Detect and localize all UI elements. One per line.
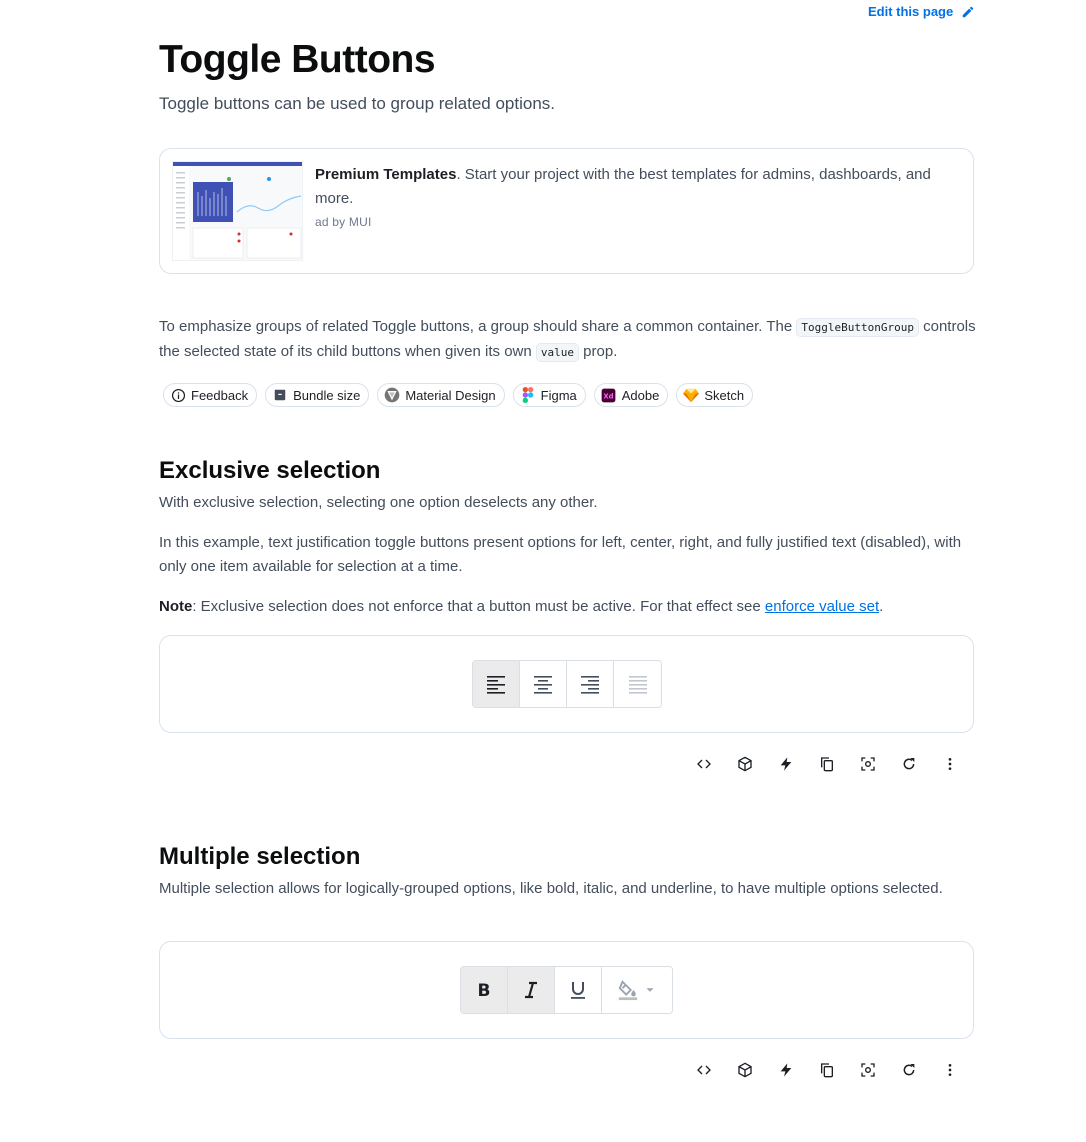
codesandbox-button[interactable] <box>729 748 761 780</box>
ad-thumbnail-image <box>172 161 303 261</box>
align-right-icon <box>580 674 600 694</box>
resource-chips <box>163 383 753 407</box>
reset-demo-button[interactable] <box>893 748 925 780</box>
align-right-button[interactable] <box>567 661 614 707</box>
chip-label: Feedback <box>191 387 249 403</box>
arrow-drop-down-icon <box>643 983 657 997</box>
stackblitz-icon <box>778 756 794 772</box>
bold-button[interactable] <box>461 967 508 1013</box>
underline-button[interactable] <box>555 967 602 1013</box>
reset-focus-button[interactable] <box>852 748 884 780</box>
stackblitz-button[interactable] <box>770 748 802 780</box>
exclusive-example-description: In this example, text justification toggle buttons present options for left, center, right, and fully justified text (disabled), with only one item available for selection at a time. <box>159 534 962 575</box>
code-icon <box>696 756 712 772</box>
text-alignment-toggle-group <box>472 660 662 708</box>
package-icon <box>272 387 288 403</box>
exclusive-demo-toolbar <box>688 748 966 780</box>
chip-material-design[interactable] <box>377 383 504 407</box>
copy-icon <box>819 1062 835 1078</box>
codesandbox-icon <box>737 1062 753 1078</box>
codesandbox-button[interactable] <box>729 1054 761 1086</box>
underline-icon <box>569 980 587 1000</box>
focus-icon <box>860 1062 876 1078</box>
ad-banner[interactable] <box>159 148 974 274</box>
material-design-icon <box>384 387 400 403</box>
chip-label: Figma <box>540 387 577 403</box>
adobe-xd-icon <box>601 387 617 403</box>
chip-figma[interactable] <box>513 383 586 407</box>
focus-icon <box>860 756 876 772</box>
chip-label: Adobe <box>621 387 660 403</box>
chip-sketch[interactable] <box>676 383 753 407</box>
chip-label: Material Design <box>405 387 496 403</box>
svg-text:B: B <box>477 981 491 999</box>
enforce-value-set-link[interactable]: enforce value set <box>764 598 880 615</box>
exclusive-demo-container <box>159 635 974 733</box>
note-end: . <box>879 598 884 615</box>
intro-text-1: To emphasize groups of related Toggle buttons, a group should share a common container. The <box>159 318 797 335</box>
more-icon <box>942 756 958 772</box>
code-value: value <box>536 343 579 362</box>
ad-attribution: ad by MUI <box>315 215 372 229</box>
align-left-button[interactable] <box>473 661 520 707</box>
bold-icon <box>475 981 493 999</box>
edit-page-label: Edit this page <box>868 4 954 19</box>
reset-demo-button[interactable] <box>893 1054 925 1086</box>
intro-text-2: controls the selected state of its child buttons when given its own <box>159 318 976 360</box>
show-code-button[interactable] <box>688 748 720 780</box>
reset-icon <box>901 756 917 772</box>
note-label: Note <box>159 598 193 615</box>
more-options-button[interactable] <box>934 748 966 780</box>
exclusive-selection-heading: Exclusive selection <box>159 457 381 484</box>
code-icon <box>696 1062 712 1078</box>
align-left-icon <box>486 674 506 694</box>
multiple-demo-container <box>159 941 974 1039</box>
color-dropdown-button[interactable] <box>602 967 672 1013</box>
multiple-demo-toolbar <box>688 1054 966 1086</box>
figma-icon <box>520 387 536 403</box>
note-text: : Exclusive selection does not enforce that a button must be active. For that effect see <box>192 598 765 615</box>
show-code-button[interactable] <box>688 1054 720 1086</box>
exclusive-description: With exclusive selection, selecting one option deselects any other. <box>159 494 598 511</box>
italic-icon <box>522 981 540 999</box>
chip-label: Sketch <box>704 387 745 403</box>
stackblitz-icon <box>778 1062 794 1078</box>
info-icon <box>170 387 186 403</box>
chip-adobe[interactable] <box>594 383 669 407</box>
align-justify-button <box>614 661 661 707</box>
align-center-icon <box>533 674 553 694</box>
ad-description: . Start your project with the best templates for admins, dashboards, and more. <box>315 166 931 207</box>
italic-button[interactable] <box>508 967 555 1013</box>
copy-source-button[interactable] <box>811 1054 843 1086</box>
code-togglebuttongroup: ToggleButtonGroup <box>796 318 919 337</box>
multiple-description: Multiple selection allows for logically-grouped options, like bold, italic, and underline, to have multiple options selected. <box>159 880 943 897</box>
page-title: Toggle Buttons <box>159 38 436 81</box>
copy-icon <box>819 756 835 772</box>
format-color-fill-icon <box>617 979 639 1001</box>
edit-page-link[interactable] <box>868 4 975 19</box>
pencil-icon <box>961 5 975 19</box>
multiple-selection-heading: Multiple selection <box>159 843 361 870</box>
chip-label: Bundle size <box>293 387 361 403</box>
intro-paragraph <box>159 315 989 365</box>
page-subtitle: Toggle buttons can be used to group related options. <box>159 94 556 113</box>
stackblitz-button[interactable] <box>770 1054 802 1086</box>
align-justify-icon <box>628 674 648 694</box>
copy-source-button[interactable] <box>811 748 843 780</box>
reset-focus-button[interactable] <box>852 1054 884 1086</box>
chip-bundle-size[interactable] <box>265 383 369 407</box>
more-icon <box>942 1062 958 1078</box>
intro-text-3: prop. <box>579 343 618 360</box>
chip-feedback[interactable] <box>163 383 257 407</box>
codesandbox-icon <box>737 756 753 772</box>
ad-title: Premium Templates <box>315 166 457 183</box>
sketch-icon <box>683 387 699 403</box>
more-options-button[interactable] <box>934 1054 966 1086</box>
exclusive-note <box>159 595 974 619</box>
align-center-button[interactable] <box>520 661 567 707</box>
text-formatting-toggle-group <box>460 966 673 1014</box>
reset-icon <box>901 1062 917 1078</box>
ad-text <box>315 163 965 211</box>
svg-text:Xd: Xd <box>603 391 614 400</box>
